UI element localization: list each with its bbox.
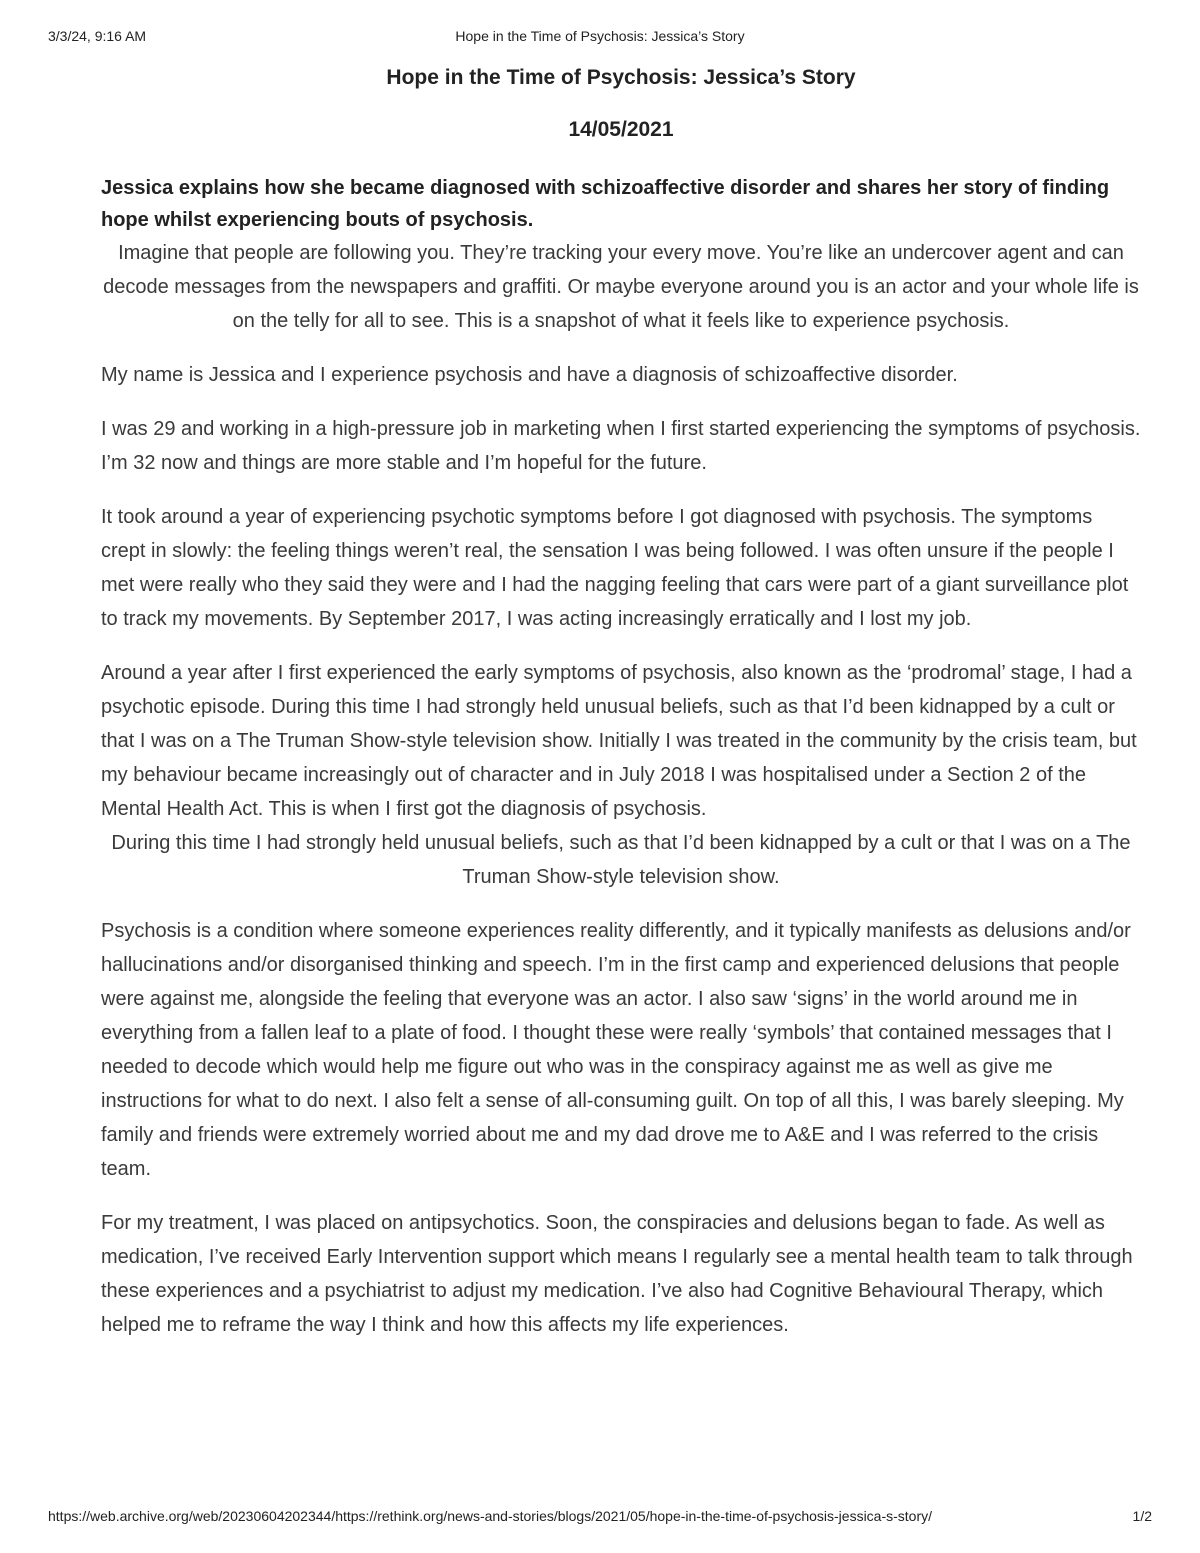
print-footer xyxy=(48,1508,1152,1528)
article xyxy=(101,62,1141,1342)
page-number: 1/2 xyxy=(1132,1508,1152,1524)
article-paragraph: I was 29 and working in a high-pressure job in marketing when I first started experiencing the symptoms of psychosis. I’m 32 now and things are more stable and I’m hopeful for the future. xyxy=(101,418,1141,474)
article-paragraph: Around a year after I first experienced the early symptoms of psychosis, also known as the ‘prodromal’ stage, I had a psychotic episode. During this time I had strongly held unusual beliefs, such as that I’d been kidnapped by a cult or that I was on a The Truman Show-style television show. Initially I was treated in the community by the crisis team, but my behaviour became increasingly out of character and in July 2018 I was hospitalised under a Section 2 of the Mental Health Act. This is when I first got the diagnosis of psychosis. xyxy=(101,662,1137,820)
print-datetime: 3/3/24, 9:16 AM xyxy=(48,28,147,44)
article-paragraph: Psychosis is a condition where someone experiences reality differently, and it typically manifests as delusions and/or hallucinations and/or disorganised thinking and speech. I’m in the first camp and experienced delusions that people were against me, alongside the feeling that everyone was an actor. I also saw ‘signs’ in the world around me in everything from a fallen leaf to a plate of food. I thought these were really ‘symbols’ that contained messages that I needed to decode which would help me figure out who was in the conspiracy against me as well as give me instructions for what to do next. I also felt a sense of all-consuming guilt. On top of all this, I was barely sleeping. My family and friends were extremely worried about me and my dad drove me to A&E and I was referred to the crisis team. xyxy=(101,920,1131,1180)
article-standfirst: Jessica explains how she became diagnosed with schizoaffective disorder and shares her story of finding hope whilst experiencing bouts of psychosis. xyxy=(101,177,1110,231)
article-paragraph: For my treatment, I was placed on antipsychotics. Soon, the conspiracies and delusions began to fade. As well as medication, I’ve received Early Intervention support which means I regularly see a mental health team to talk through these experiences and a psychiatrist to adjust my medication. I’ve also had Cognitive Behavioural Therapy, which helped me to reframe the way I think and how this affects my life experiences. xyxy=(101,1212,1133,1336)
pullquote: Imagine that people are following you. They’re tracking your every move. You’re like an undercover agent and can decode messages from the newspapers and graffiti. Or maybe everyone around you is an actor and your whole life is on the telly for all to see. This is a snapshot of what it feels like to experience psychosis. xyxy=(103,242,1139,332)
source-url: https://web.archive.org/web/20230604202344/https://rethink.org/news-and-stories/blogs/2021/05/hope-in-the-time-of-psychosis-jessica-s-story/ xyxy=(48,1508,933,1524)
pullquote: During this time I had strongly held unusual beliefs, such as that I’d been kidnapped by a cult or that I was on a The Truman Show-style television show. xyxy=(111,832,1131,888)
article-paragraph: It took around a year of experiencing psychotic symptoms before I got diagnosed with psychosis. The symptoms crept in slowly: the feeling things weren’t real, the sensation I was being followed. I was often unsure if the people I met were really who they said they were and I had the nagging feeling that cars were part of a giant surveillance plot to track my movements. By September 2017, I was acting increasingly erratically and I lost my job. xyxy=(101,506,1129,630)
article-date: 14/05/2021 xyxy=(568,118,674,141)
article-title: Hope in the Time of Psychosis: Jessica’s Story xyxy=(386,66,856,89)
print-page-title: Hope in the Time of Psychosis: Jessica’s Story xyxy=(455,28,745,44)
article-paragraph: My name is Jessica and I experience psychosis and have a diagnosis of schizoaffective disorder. xyxy=(101,364,958,386)
print-header xyxy=(48,28,1152,48)
